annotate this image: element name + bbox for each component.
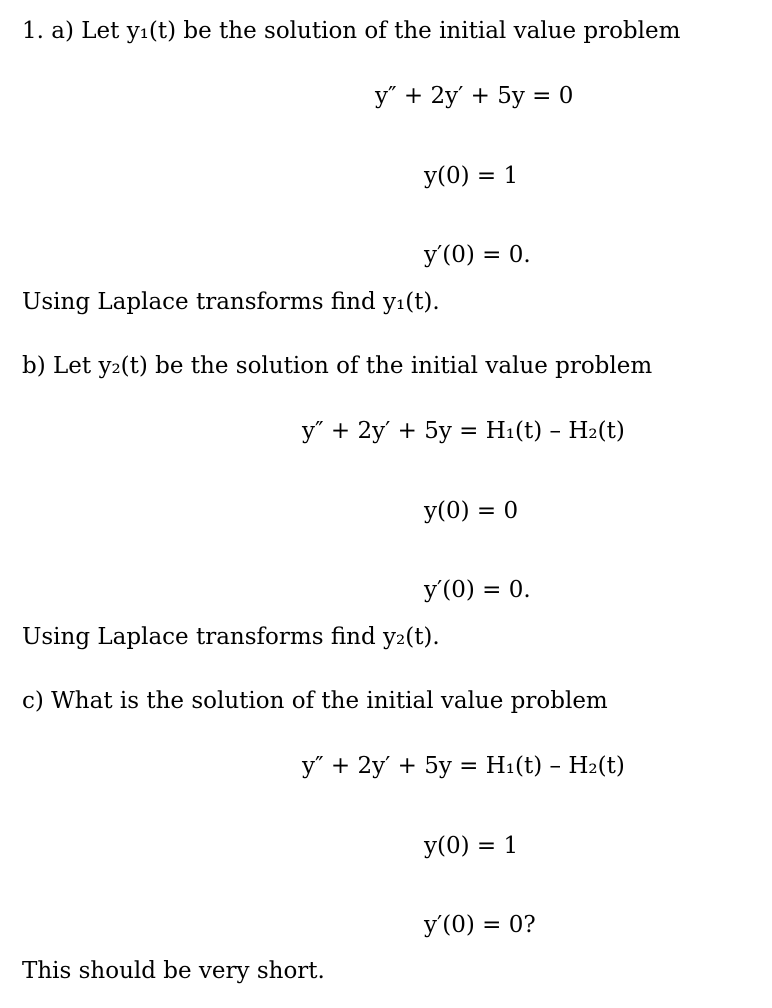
part-c-initial-condition-1: y(0) = 1 [424,833,519,859]
part-c-equation: y″ + 2y′ + 5y = H₁(t) – H₂(t) [302,753,625,779]
part-a-equation: y″ + 2y′ + 5y = 0 [375,83,574,109]
part-a-intro: 1. a) Let y₁(t) be the solution of the initial value problem [22,18,681,44]
part-a-initial-condition-1: y(0) = 1 [424,163,519,189]
part-a-task: Using Laplace transforms find y₁(t). [22,289,440,315]
part-b-task: Using Laplace transforms find y₂(t). [22,624,440,650]
part-b-initial-condition-2: y′(0) = 0. [424,577,531,603]
part-c-intro: c) What is the solution of the initial value problem [22,688,608,714]
part-b-equation: y″ + 2y′ + 5y = H₁(t) – H₂(t) [302,418,625,444]
part-c-initial-condition-2: y′(0) = 0? [424,912,536,938]
part-a-initial-condition-2: y′(0) = 0. [424,242,531,268]
part-b-intro: b) Let y₂(t) be the solution of the initial value problem [22,353,653,379]
part-c-note: This should be very short. [22,958,325,984]
part-b-initial-condition-1: y(0) = 0 [424,498,519,524]
